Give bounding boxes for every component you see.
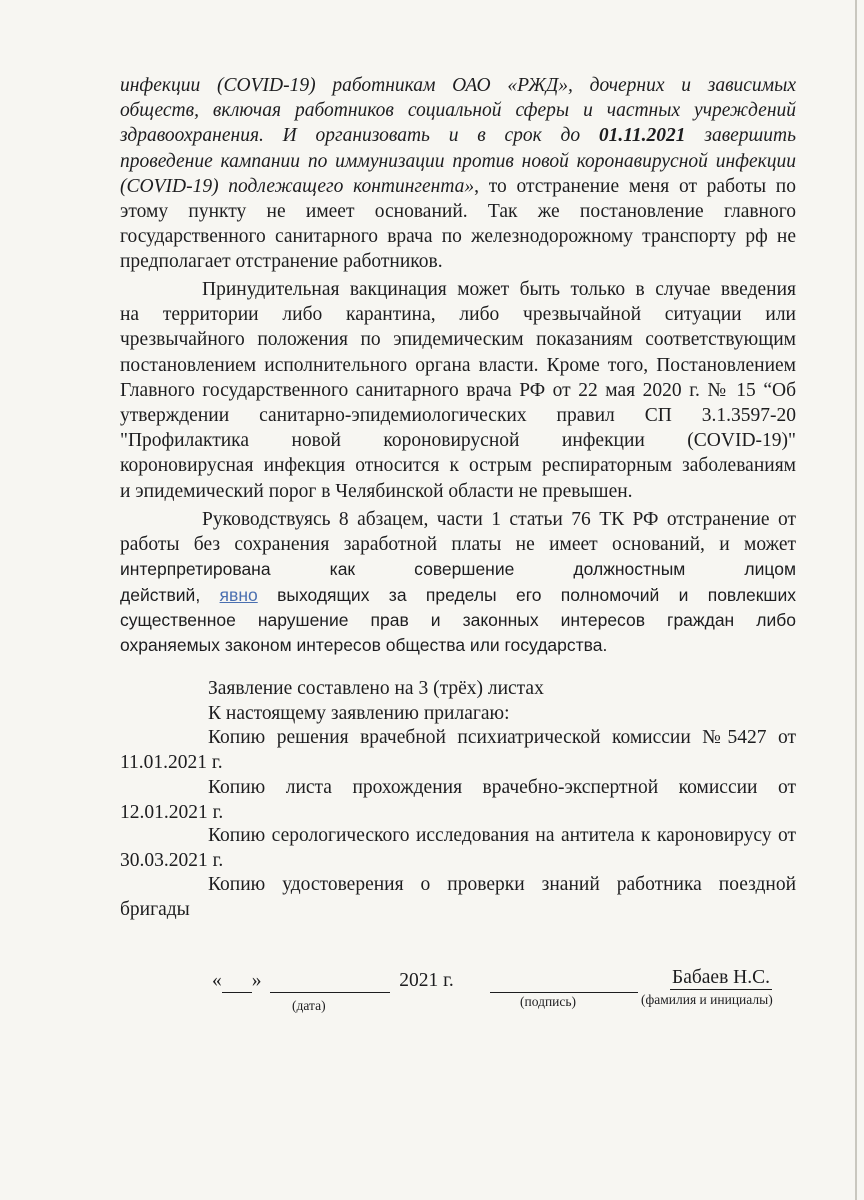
text-run: здравоохранения. И организовать и в срок до — [120, 125, 599, 147]
covid-order-line — [120, 123, 796, 148]
attachment-item-date: 12.01.2021 г. — [120, 802, 224, 823]
vaccination-line: на территории либо карантина, либо чрезвычайной ситуации или — [120, 304, 796, 326]
covid-order-line — [120, 174, 796, 199]
attachment-item-date: 30.03.2021 г. — [120, 850, 224, 871]
paragraph-forced-vaccination — [120, 277, 796, 504]
sheets-count: Заявление составлено на 3 (трёх) листах — [208, 678, 544, 699]
vaccination-line: чрезвычайного положения по эпидемическим показаниям соответствующим — [120, 329, 796, 351]
vaccination-line: утверждении санитарно-эпидемиологических правил СП 3.1.3597-20 — [120, 405, 796, 427]
vaccination-line: "Профилактика новой короновирусной инфекции (COVID-19)" — [120, 430, 796, 452]
covid-order-line — [120, 149, 796, 174]
page-edge-shadow — [855, 0, 857, 1200]
text-run: , то отстранение меня от работы по — [474, 175, 796, 197]
text-run: 01.11.2021 — [598, 125, 686, 147]
labor-code-text-before-link: действий, — [120, 584, 220, 605]
vaccination-line: Принудительная вакцинация может быть только в случае введения — [202, 279, 796, 300]
attachment-item-text: Копию серологического исследования на антитела к кароновирусу от — [208, 825, 796, 846]
covid-order-line — [120, 98, 796, 123]
vaccination-line: и эпидемический порог в Челябинской области не превышен. — [120, 480, 633, 502]
paragraph-covid-order — [120, 73, 796, 275]
attachment-item-date: бригады — [120, 899, 190, 920]
open-quote: « — [212, 970, 222, 991]
signature-blank — [490, 970, 638, 993]
close-quote: » — [251, 970, 262, 991]
text-run: обществ, включая работников социальной сферы и частных учреждений — [120, 100, 796, 122]
year-text: 2021 г. — [399, 970, 454, 991]
covid-order-line — [120, 199, 796, 224]
attachment-item — [120, 775, 796, 825]
day-blank — [222, 970, 252, 993]
text-run: (COVID-19) подлежащего контингента» — [120, 175, 475, 197]
attachment-item-text: Копию удостоверения о проверки знаний работника поездной — [208, 874, 796, 895]
text-run: предполагает отстранение работников. — [120, 251, 443, 273]
attachment-item-text: Копию решения врачебной психиатрической комиссии №5427 от — [208, 727, 796, 748]
text-run: этому пункту не имеет оснований. Так же постановление главного — [120, 201, 796, 223]
labor-code-line-5: существенное нарушение прав и законных интересов граждан либо — [120, 609, 796, 630]
highlighted-word-link[interactable]: явно — [219, 584, 258, 605]
labor-code-line-1: Руководствуясь 8 абзацем, части 1 статьи 76 ТК РФ отстранение от — [202, 509, 796, 530]
attachment-item — [120, 725, 796, 775]
month-blank — [270, 970, 390, 993]
attachments-intro: К настоящему заявлению прилагаю: — [208, 703, 510, 724]
text-run: инфекции (COVID-19) работникам ОАО «РЖД», дочерних и зависимых — [120, 75, 796, 96]
covid-order-line — [120, 224, 796, 249]
signature-caption: (подпись) — [520, 994, 577, 1009]
name-caption: (фамилия и инициалы) — [641, 992, 773, 1007]
text-run: проведение кампании по иммунизации против новой коронавирусной инфекции — [120, 150, 796, 172]
vaccination-line: постановлением исполнительного органа власти. Кроме того, Постановлением — [120, 354, 796, 376]
labor-code-line-4 — [120, 583, 796, 608]
attachment-item-text: Копию листа прохождения врачебно-экспертной комиссии от — [208, 777, 796, 798]
text-run: государственного санитарного врача по железнодорожному транспорту рф не — [120, 226, 796, 248]
date-caption: (дата) — [292, 998, 326, 1013]
vaccination-line: Главного государственного санитарного врача РФ от 22 мая 2020 г. № 15 “Об — [120, 379, 796, 401]
attachment-item — [120, 823, 796, 873]
signer-name: Бабаев Н.С. — [672, 967, 771, 988]
covid-order-line — [120, 249, 796, 274]
covid-order-line — [120, 73, 796, 98]
labor-code-line-2: работы без сохранения заработной платы не имеет оснований, и может — [120, 534, 796, 556]
attachment-item-date: 11.01.2021 г. — [120, 752, 223, 773]
signature-date-line — [212, 970, 454, 993]
paragraph-labor-code — [120, 507, 796, 658]
labor-code-line-3: интерпретирована как совершение должностным лицом — [120, 559, 796, 580]
labor-code-text-after-link: выходящих за пределы его полномочий и повлекших — [257, 584, 796, 605]
attachment-item — [120, 872, 796, 922]
text-run: завершить — [685, 125, 796, 147]
vaccination-line: короновирусная инфекция относится к острым респираторным заболеваниям — [120, 455, 796, 477]
labor-code-line-6: охраняемых законом интересов общества или государства. — [120, 635, 608, 656]
